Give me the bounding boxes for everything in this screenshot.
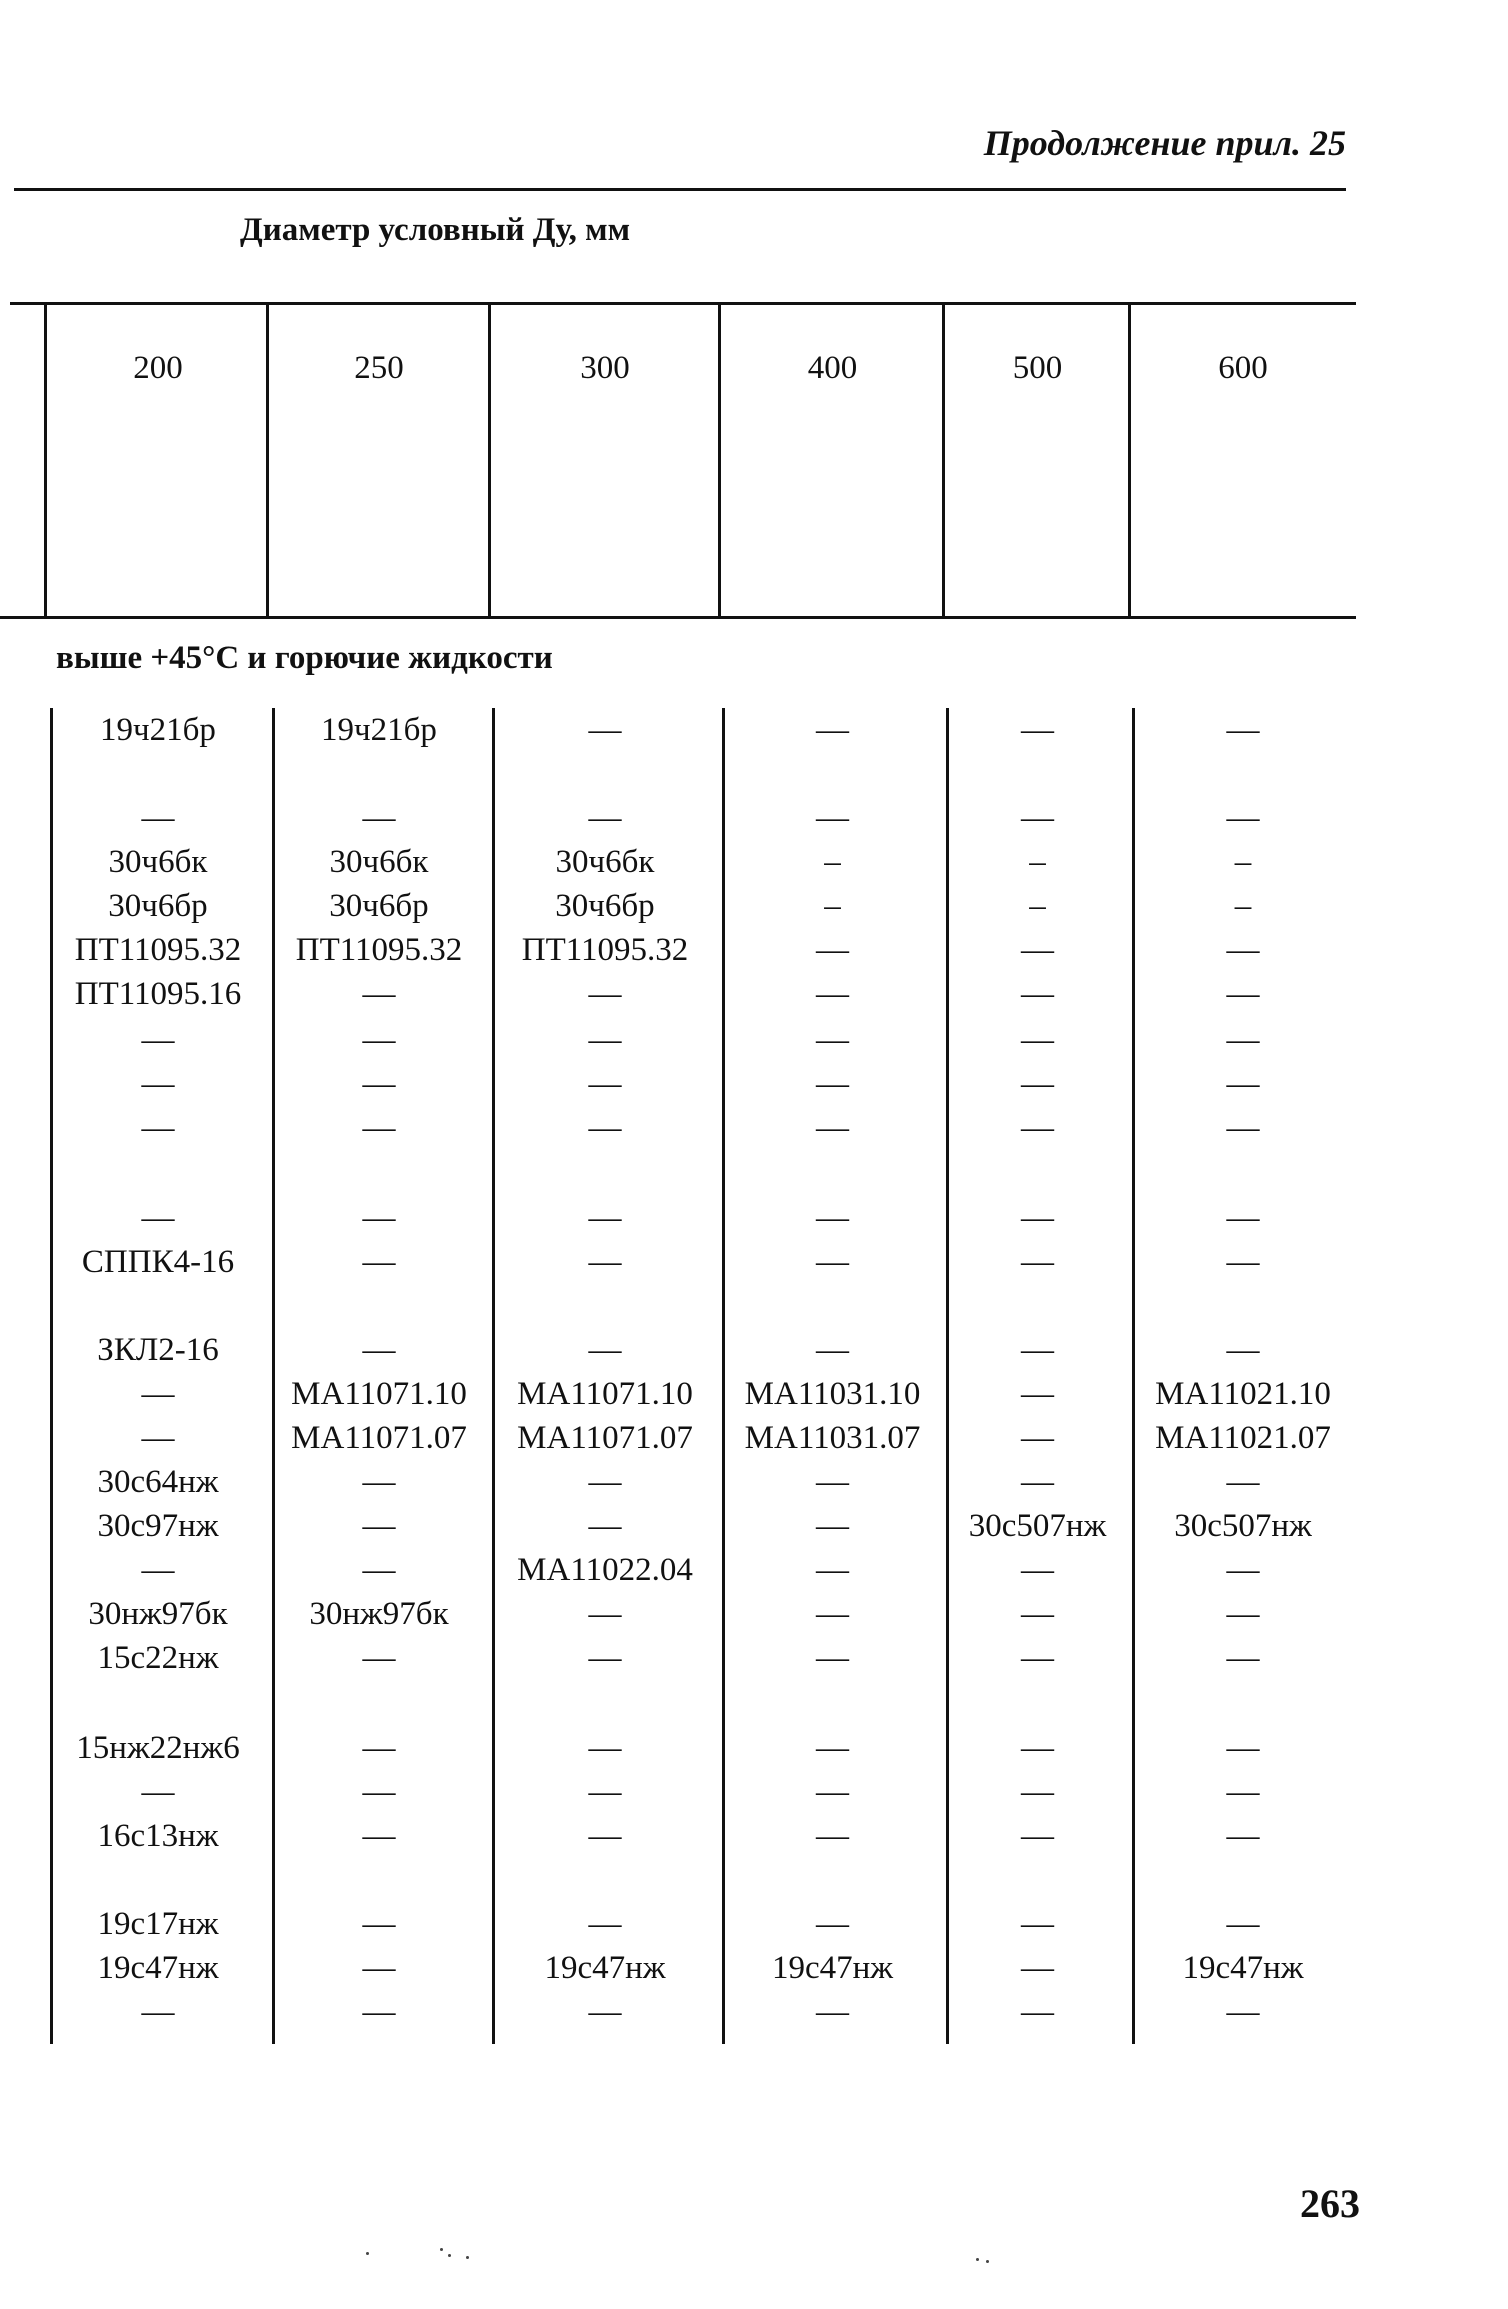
table-cell: —	[1021, 1066, 1054, 1102]
table-cell: —	[1226, 1022, 1260, 1058]
table-cell: 16с13нж	[97, 1818, 219, 1854]
table-cell: —	[362, 976, 396, 1012]
table-cell: —	[816, 1110, 849, 1146]
table-title: Диаметр условный Ду, мм	[240, 212, 631, 248]
table-cell: —	[1021, 1950, 1054, 1986]
table-cell: —	[1021, 1552, 1054, 1588]
table-cell: —	[1226, 1640, 1260, 1676]
table-cell: —	[588, 1066, 622, 1102]
table-cell: —	[816, 932, 849, 968]
table-cell: 19с47нж	[771, 1950, 894, 1986]
scan-speck	[448, 2254, 451, 2257]
table-cell: –	[1234, 888, 1252, 924]
table-cell: –	[1029, 844, 1046, 880]
table-cell: —	[588, 1774, 622, 1810]
table-cell: 19с47нж	[97, 1950, 219, 1986]
table-cell: —	[1021, 1110, 1054, 1146]
table-cell: —	[1226, 932, 1260, 968]
table-cell: 30ч6бр	[329, 888, 429, 924]
table-cell: —	[588, 1818, 622, 1854]
table-cell: —	[588, 1332, 622, 1368]
top-rule	[14, 188, 1346, 191]
table-cell: —	[816, 1640, 849, 1676]
table-cell: –	[824, 888, 841, 924]
table-cell: 15нж22нж6	[76, 1730, 240, 1766]
table-cell: 30ч6бр	[555, 888, 655, 924]
column-header: 300	[580, 350, 630, 386]
table-cell: —	[588, 1200, 622, 1236]
table-cell: —	[816, 1774, 849, 1810]
table-cell: —	[1226, 1906, 1260, 1942]
table-cell: —	[362, 1464, 396, 1500]
table-cell: —	[141, 1420, 175, 1456]
table-cell: —	[816, 1730, 849, 1766]
table-cell: —	[362, 1818, 396, 1854]
table-cell: —	[816, 1200, 849, 1236]
table-cell: —	[816, 1906, 849, 1942]
table-cell: —	[1021, 1376, 1054, 1412]
column-header: 250	[354, 350, 404, 386]
table-cell: —	[362, 1552, 396, 1588]
table-cell: —	[141, 1200, 175, 1236]
table-cell: —	[588, 1110, 622, 1146]
table-cell: —	[141, 800, 175, 836]
table-cell: —	[141, 1110, 175, 1146]
table-cell: 30с507нж	[968, 1508, 1107, 1544]
table-cell: —	[1226, 1596, 1260, 1632]
table-cell: —	[362, 800, 396, 836]
page-header: Продолжение прил. 25	[983, 123, 1346, 163]
table-cell: –	[1234, 844, 1252, 880]
table-cell: —	[816, 1066, 849, 1102]
header-bottom-rule	[0, 616, 1356, 619]
table-cell: —	[141, 1774, 175, 1810]
column-header: 500	[1012, 350, 1063, 386]
table-cell: —	[362, 1022, 396, 1058]
table-cell: —	[362, 1730, 396, 1766]
table-cell: 15с22нж	[97, 1640, 219, 1676]
table-cell: ЗКЛ2-16	[97, 1332, 219, 1368]
table-cell: —	[588, 1596, 622, 1632]
table-cell: –	[1029, 888, 1046, 924]
table-cell: 19с17нж	[97, 1906, 219, 1942]
table-cell: —	[141, 1552, 175, 1588]
scan-speck	[440, 2248, 443, 2251]
table-cell: 30ч6бк	[329, 844, 429, 880]
table-cell: —	[1226, 712, 1260, 748]
table-cell: 19с47нж	[1182, 1950, 1304, 1986]
table-cell: СППК4-16	[81, 1244, 235, 1280]
table-cell: —	[1021, 1464, 1054, 1500]
table-cell: —	[588, 1244, 622, 1280]
table-cell: МА11071.07	[291, 1420, 467, 1456]
column-header: 400	[807, 350, 858, 386]
table-cell: МА11021.07	[1155, 1420, 1331, 1456]
table-cell: —	[1021, 1244, 1054, 1280]
table-cell: —	[362, 1906, 396, 1942]
table-cell: —	[816, 1994, 849, 2030]
table-cell: —	[1226, 976, 1260, 1012]
table-cell: —	[362, 1200, 396, 1236]
table-cell: —	[1021, 1022, 1054, 1058]
table-cell: —	[816, 1818, 849, 1854]
section-label: выше +45°C и горючие жидкости	[56, 640, 553, 676]
table-cell: МА11071.07	[517, 1420, 693, 1456]
table-cell: 30нж97бк	[88, 1596, 228, 1632]
table-cell: —	[588, 800, 622, 836]
table-cell: ПТ11095.32	[295, 932, 463, 968]
table-cell: —	[141, 1376, 175, 1412]
table-cell: —	[362, 1332, 396, 1368]
table-cell: 30нж97бк	[309, 1596, 449, 1632]
table-cell: ПТ11095.16	[74, 976, 242, 1012]
table-cell: 30ч6бк	[555, 844, 655, 880]
table-cell: 30с64нж	[97, 1464, 219, 1500]
page-number: 263	[1300, 2181, 1360, 2226]
table-cell: 30ч6бк	[108, 844, 208, 880]
table-cell: —	[1021, 1818, 1054, 1854]
table-cell: —	[1226, 1332, 1260, 1368]
table-cell: ПТ11095.32	[521, 932, 689, 968]
table-cell: —	[588, 976, 622, 1012]
table-cell: —	[1021, 1906, 1054, 1942]
table-cell: —	[141, 1022, 175, 1058]
table-cell: —	[816, 1552, 849, 1588]
table-cell: —	[588, 1994, 622, 2030]
table-cell: —	[816, 1508, 849, 1544]
table-cell: —	[362, 1994, 396, 2030]
table-cell: —	[816, 1022, 849, 1058]
table-cell: —	[588, 712, 622, 748]
table-cell: 19с47нж	[544, 1950, 666, 1986]
table-cell: —	[141, 1994, 175, 2030]
scan-speck	[366, 2252, 369, 2255]
table-cell: —	[588, 1906, 622, 1942]
table-cell: —	[1021, 1420, 1054, 1456]
table-cell: —	[1226, 1200, 1260, 1236]
table-cell: —	[816, 800, 849, 836]
table-cell: МА11031.10	[744, 1376, 921, 1412]
table-cell: —	[588, 1022, 622, 1058]
table-cell: 30ч6бр	[108, 888, 208, 924]
table-cell: МА11071.10	[517, 1376, 693, 1412]
table-cell: —	[1226, 1730, 1260, 1766]
header-top-rule	[10, 302, 1356, 305]
table-cell: —	[588, 1640, 622, 1676]
table-cell: —	[362, 1640, 396, 1676]
table-cell: —	[1021, 976, 1054, 1012]
table-cell: —	[816, 712, 849, 748]
table-cell: —	[588, 1508, 622, 1544]
table-cell: —	[362, 1066, 396, 1102]
table-cell: —	[362, 1950, 396, 1986]
table-cell: 19ч21бр	[321, 712, 437, 748]
table-cell: —	[1226, 1552, 1260, 1588]
scan-speck	[976, 2258, 979, 2261]
table-cell: —	[362, 1774, 396, 1810]
table-cell: 30с507нж	[1174, 1508, 1312, 1544]
table-cell: —	[1021, 1774, 1054, 1810]
table-cell: МА11021.10	[1155, 1376, 1331, 1412]
table-cell: МА11071.10	[291, 1376, 467, 1412]
table-cell: МА11022.04	[517, 1552, 693, 1588]
table-cell: ПТ11095.32	[74, 932, 242, 968]
grid-line	[44, 302, 47, 618]
table-cell: —	[1021, 1640, 1054, 1676]
table-cell: —	[1021, 932, 1054, 968]
scan-speck	[986, 2260, 989, 2263]
column-header: 200	[133, 350, 183, 386]
table-cell: –	[824, 844, 841, 880]
table-cell: —	[588, 1464, 622, 1500]
table-cell: —	[362, 1508, 396, 1544]
table-cell: —	[362, 1110, 396, 1146]
table-cell: 19ч21бр	[100, 712, 216, 748]
table-cell: —	[1226, 1994, 1260, 2030]
table-cell: МА11031.07	[744, 1420, 921, 1456]
table-cell: —	[1226, 1066, 1260, 1102]
table-cell: —	[1021, 1200, 1054, 1236]
scan-speck	[466, 2256, 469, 2259]
table-cell: —	[816, 976, 849, 1012]
table-cell: —	[1226, 800, 1260, 836]
table-cell: —	[1021, 800, 1054, 836]
table-cell: —	[1226, 1244, 1260, 1280]
table-cell: —	[362, 1244, 396, 1280]
table-cell: —	[141, 1066, 175, 1102]
table-cell: —	[1226, 1774, 1260, 1810]
table-cell: —	[1226, 1110, 1260, 1146]
table-cell: —	[816, 1464, 849, 1500]
table-cell: —	[1021, 1596, 1054, 1632]
table-cell: —	[1021, 1994, 1054, 2030]
table-cell: —	[1021, 1730, 1054, 1766]
table-cell: —	[816, 1332, 849, 1368]
table-cell: —	[1021, 1332, 1054, 1368]
table-cell: —	[1021, 712, 1054, 748]
table-cell: —	[816, 1596, 849, 1632]
table-cell: —	[588, 1730, 622, 1766]
table-cell: —	[1226, 1464, 1260, 1500]
table-cell: —	[1226, 1818, 1260, 1854]
table-cell: —	[816, 1244, 849, 1280]
column-header: 600	[1218, 350, 1268, 386]
table-cell: 30с97нж	[97, 1508, 219, 1544]
